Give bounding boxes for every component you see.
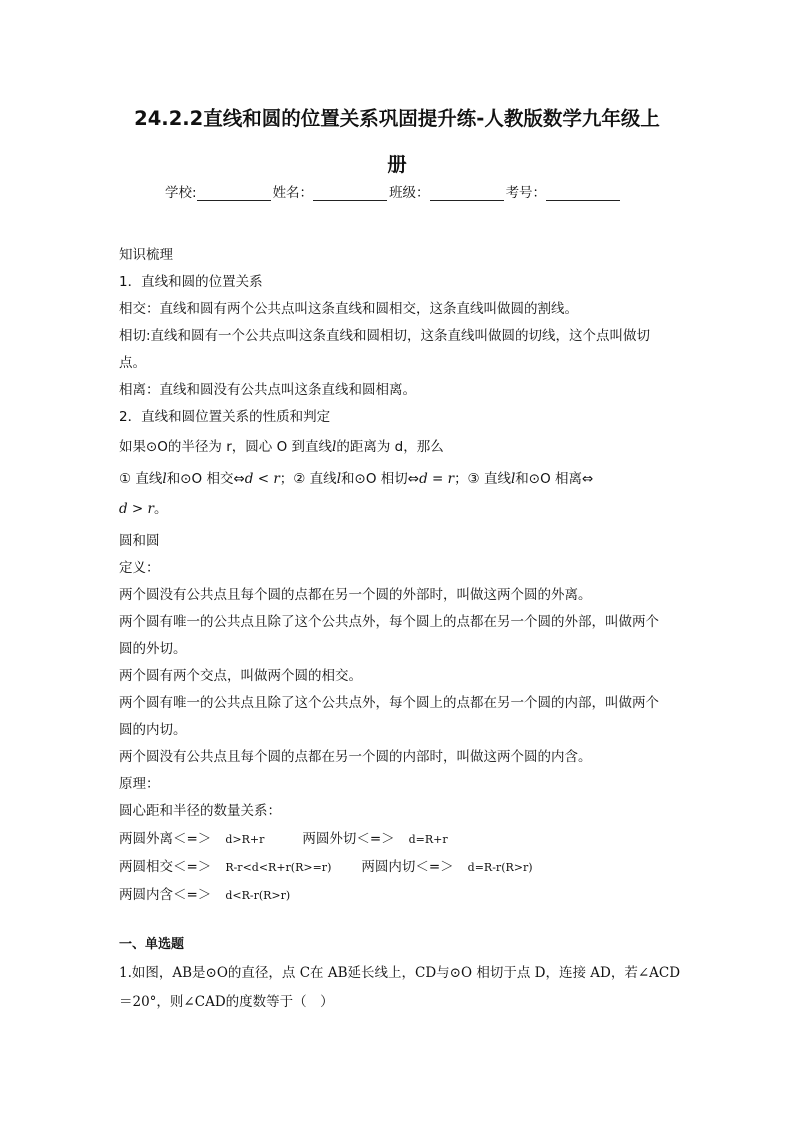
paragraph: 两个圆有唯一的公共点且除了这个公共点外，每个圆上的点都在另一个圆的内部，叫做两个 — [119, 695, 659, 711]
paragraph: 两个圆有两个交点，叫做两个圆的相交。 — [119, 668, 362, 684]
relation-value: d<R-r(R>r) — [225, 889, 291, 902]
relation-label: 两圆外离＜=＞ — [119, 831, 212, 847]
text-fragment: 和⊙O 相切⇔ — [341, 471, 420, 487]
relation-label: 两圆内切＜=＞ — [361, 859, 454, 875]
text-fragment: 的距离为 d，那么 — [336, 439, 444, 455]
section-heading: 圆和圆 — [119, 533, 160, 549]
relation-row — [119, 827, 448, 847]
relation-value: d=R+r — [408, 833, 448, 846]
condition-line — [119, 435, 444, 455]
list-item: 1．直线和圆的位置关系 — [119, 274, 263, 290]
paragraph: 相离：直线和圆没有公共点叫这条直线和圆相离。 — [119, 382, 416, 398]
page-title: 24.2.2直线和圆的位置关系巩固提升练-人教版数学九年级上 — [134, 107, 660, 130]
class-label: 班级： — [389, 185, 430, 201]
relation-line-cont — [119, 497, 168, 517]
relation-line — [119, 467, 593, 487]
school-label: 学校: — [165, 185, 197, 201]
text-fragment: ① 直线 — [119, 471, 163, 487]
paragraph: 两个圆有唯一的公共点且除了这个公共点外，每个圆上的点都在另一个圆的外部，叫做两个 — [119, 614, 659, 630]
list-item: 2．直线和圆位置关系的性质和判定 — [119, 409, 331, 425]
label: 原理： — [119, 776, 160, 792]
relation-value: d=R-r(R>r) — [467, 861, 533, 874]
math-formula: d = r — [419, 471, 455, 487]
class-blank[interactable] — [430, 186, 504, 201]
text-fragment: 和⊙O 相交⇔ — [166, 471, 245, 487]
paragraph: 两个圆没有公共点且每个圆的点都在另一个圆的外部时，叫做这两个圆的外离。 — [119, 587, 592, 603]
exam-no-blank[interactable] — [546, 186, 620, 201]
relation-value: d>R+r — [225, 833, 265, 846]
paragraph: 圆的外切。 — [119, 641, 187, 657]
paragraph: 点。 — [119, 355, 146, 371]
text-fragment: ；③ 直线 — [454, 471, 511, 487]
section-heading: 一、单选题 — [119, 937, 185, 952]
name-blank[interactable] — [313, 186, 387, 201]
relation-row — [119, 883, 290, 903]
text-fragment: 和⊙O 相离⇔ — [515, 471, 594, 487]
label: 定义： — [119, 560, 160, 576]
text-fragment: 如果⊙O的半径为 r，圆心 O 到直线 — [119, 439, 332, 455]
paragraph: 相交：直线和圆有两个公共点叫这条直线和圆相交，这条直线叫做圆的割线。 — [119, 301, 578, 317]
relation-row — [119, 855, 533, 875]
paragraph: 相切:直线和圆有一个公共点叫这条直线和圆相切，这条直线叫做圆的切线，这个点叫做切 — [119, 328, 651, 344]
relation-label: 两圆外切＜=＞ — [302, 831, 395, 847]
math-l: l — [336, 471, 342, 487]
question-text: 1.如图，AB是⊙O的直径，点 C在 AB延长线上，CD与⊙O 相切于点 D，连接 AD，若∠ACD — [119, 965, 681, 981]
relation-value: R-r<d<R+r(R>=r) — [225, 861, 332, 874]
paragraph: 圆的内切。 — [119, 722, 187, 738]
paragraph: 两个圆没有公共点且每个圆的点都在另一个圆的内部时，叫做这两个圆的内含。 — [119, 749, 592, 765]
math-formula: d < r — [244, 471, 280, 487]
math-l: l — [162, 471, 167, 487]
name-label: 姓名： — [272, 185, 314, 201]
page-title-continued: 册 — [387, 153, 407, 176]
relation-label: 两圆内含＜=＞ — [119, 887, 212, 903]
text-fragment: ；② 直线 — [279, 471, 337, 487]
label: 圆心距和半径的数量关系： — [119, 803, 281, 819]
school-blank[interactable] — [197, 186, 271, 201]
question-text: ＝20°，则∠CAD的度数等于（ ） — [119, 994, 334, 1010]
math-l: l — [332, 439, 337, 455]
exam-no-label: 考号： — [505, 185, 547, 201]
student-info-line — [165, 181, 622, 201]
math-l: l — [510, 471, 516, 487]
math-formula: d > r — [119, 501, 154, 517]
section-heading: 知识梳理 — [119, 247, 173, 263]
text-fragment: 。 — [154, 501, 168, 517]
relation-label: 两圆相交＜=＞ — [119, 859, 212, 875]
